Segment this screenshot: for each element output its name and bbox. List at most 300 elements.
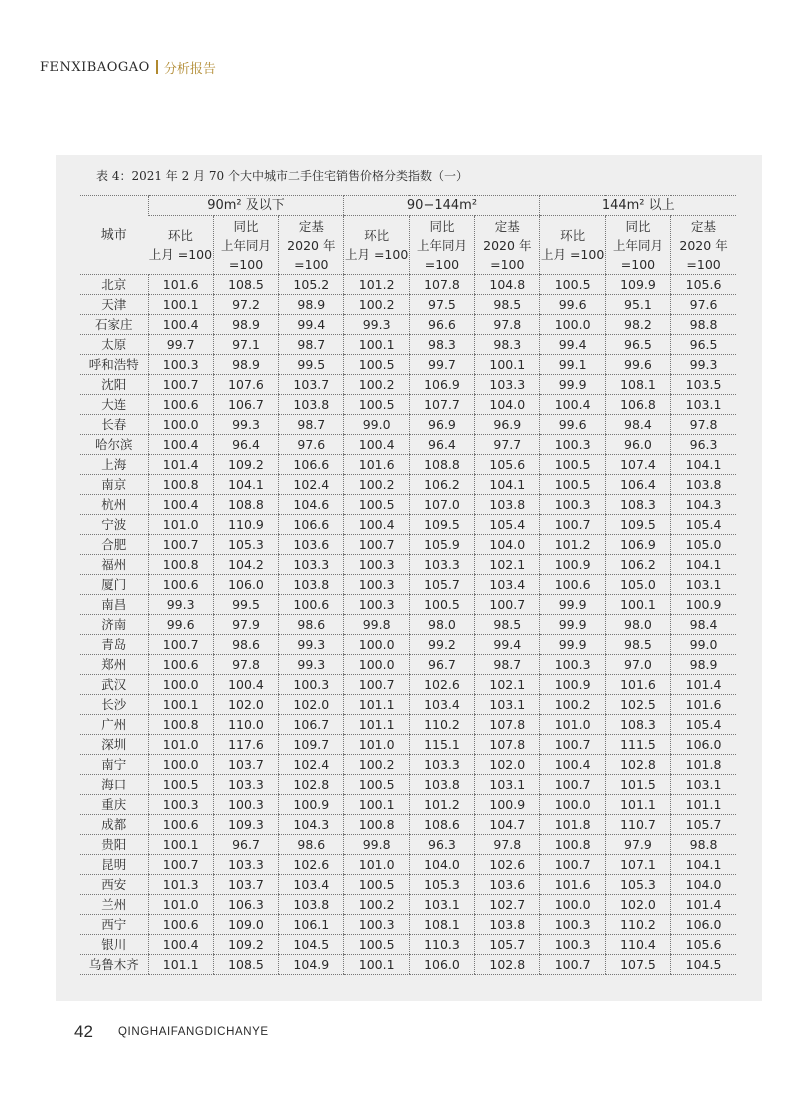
- index-value-cell: 99.6: [605, 355, 670, 375]
- index-value-cell: 100.9: [540, 675, 605, 695]
- table-row: [80, 695, 736, 715]
- city-name-cell: 兰州: [80, 895, 148, 915]
- index-value-cell: 100.7: [540, 735, 605, 755]
- yoy-header-2: 同比 上年同月 =100: [409, 216, 474, 275]
- index-value-cell: 100.3: [540, 915, 605, 935]
- index-value-cell: 104.9: [279, 955, 344, 975]
- index-value-cell: 99.9: [540, 635, 605, 655]
- index-value-cell: 107.8: [409, 275, 474, 295]
- table-panel: [56, 155, 762, 1001]
- header-brand: FENXIBAOGAO: [40, 59, 150, 75]
- index-value-cell: 100.0: [540, 795, 605, 815]
- index-value-cell: 100.3: [344, 555, 409, 575]
- index-value-cell: 98.8: [671, 315, 736, 335]
- index-value-cell: 99.3: [279, 635, 344, 655]
- index-value-cell: 108.5: [213, 275, 278, 295]
- index-value-cell: 109.5: [409, 515, 474, 535]
- index-value-cell: 100.5: [344, 935, 409, 955]
- index-value-cell: 103.8: [475, 915, 540, 935]
- city-name-cell: 厦门: [80, 575, 148, 595]
- yoy-header-1: 同比 上年同月 =100: [213, 216, 278, 275]
- index-value-cell: 100.8: [148, 475, 213, 495]
- index-value-cell: 103.1: [409, 895, 474, 915]
- index-value-cell: 105.9: [409, 535, 474, 555]
- index-value-cell: 102.0: [279, 695, 344, 715]
- index-value-cell: 100.9: [279, 795, 344, 815]
- table-row: [80, 495, 736, 515]
- city-name-cell: 沈阳: [80, 375, 148, 395]
- city-name-cell: 深圳: [80, 735, 148, 755]
- index-value-cell: 100.6: [148, 915, 213, 935]
- index-value-cell: 106.0: [671, 735, 736, 755]
- index-value-cell: 100.1: [344, 335, 409, 355]
- index-value-cell: 103.1: [671, 575, 736, 595]
- index-value-cell: 102.5: [605, 695, 670, 715]
- index-value-cell: 103.7: [213, 875, 278, 895]
- table-row: [80, 775, 736, 795]
- index-value-cell: 105.7: [475, 935, 540, 955]
- city-name-cell: 大连: [80, 395, 148, 415]
- index-value-cell: 99.7: [409, 355, 474, 375]
- index-value-cell: 110.4: [605, 935, 670, 955]
- index-value-cell: 102.1: [475, 555, 540, 575]
- index-value-cell: 96.9: [409, 415, 474, 435]
- index-value-cell: 103.8: [475, 495, 540, 515]
- index-value-cell: 102.8: [475, 955, 540, 975]
- table-row: [80, 855, 736, 875]
- index-value-cell: 117.6: [213, 735, 278, 755]
- index-value-cell: 103.6: [279, 535, 344, 555]
- index-value-cell: 106.1: [279, 915, 344, 935]
- index-value-cell: 101.4: [671, 895, 736, 915]
- index-value-cell: 103.3: [279, 555, 344, 575]
- index-value-cell: 102.0: [605, 895, 670, 915]
- index-value-cell: 101.0: [148, 895, 213, 915]
- table-row: [80, 655, 736, 675]
- index-value-cell: 100.4: [148, 495, 213, 515]
- index-value-cell: 101.4: [671, 675, 736, 695]
- index-value-cell: 107.6: [213, 375, 278, 395]
- city-name-cell: 重庆: [80, 795, 148, 815]
- index-value-cell: 104.1: [213, 475, 278, 495]
- index-value-cell: 99.5: [213, 595, 278, 615]
- index-value-cell: 100.0: [540, 895, 605, 915]
- index-value-cell: 99.8: [344, 615, 409, 635]
- index-value-cell: 100.1: [344, 955, 409, 975]
- index-value-cell: 97.5: [409, 295, 474, 315]
- index-value-cell: 103.4: [475, 575, 540, 595]
- index-value-cell: 99.6: [540, 415, 605, 435]
- index-value-cell: 100.5: [344, 395, 409, 415]
- index-value-cell: 104.1: [671, 555, 736, 575]
- index-value-cell: 100.3: [540, 435, 605, 455]
- index-value-cell: 98.9: [213, 315, 278, 335]
- index-value-cell: 105.6: [671, 275, 736, 295]
- index-value-cell: 98.5: [475, 295, 540, 315]
- index-value-cell: 102.4: [279, 755, 344, 775]
- index-value-cell: 108.8: [213, 495, 278, 515]
- index-value-cell: 104.0: [475, 535, 540, 555]
- index-value-cell: 104.6: [279, 495, 344, 515]
- index-value-cell: 104.1: [475, 475, 540, 495]
- index-value-cell: 100.7: [148, 635, 213, 655]
- mom-header-3: 环比 上月 =100: [540, 216, 605, 275]
- index-value-cell: 100.7: [344, 675, 409, 695]
- index-value-cell: 97.9: [605, 835, 670, 855]
- city-name-cell: 广州: [80, 715, 148, 735]
- index-value-cell: 100.8: [148, 715, 213, 735]
- table-row: [80, 535, 736, 555]
- index-value-cell: 106.9: [409, 375, 474, 395]
- index-value-cell: 103.7: [213, 755, 278, 775]
- index-value-cell: 98.4: [605, 415, 670, 435]
- index-value-cell: 97.9: [213, 615, 278, 635]
- index-value-cell: 100.4: [344, 435, 409, 455]
- index-value-cell: 97.0: [605, 655, 670, 675]
- index-value-cell: 100.2: [344, 295, 409, 315]
- table-row: [80, 915, 736, 935]
- base-header-2: 定基 2020 年 =100: [475, 216, 540, 275]
- index-value-cell: 98.3: [475, 335, 540, 355]
- index-value-cell: 102.8: [605, 755, 670, 775]
- index-value-cell: 100.4: [148, 935, 213, 955]
- base-header-1: 定基 2020 年 =100: [279, 216, 344, 275]
- index-value-cell: 100.3: [279, 675, 344, 695]
- header-section: 分析报告: [163, 61, 216, 77]
- index-value-cell: 106.2: [409, 475, 474, 495]
- index-value-cell: 105.6: [475, 455, 540, 475]
- index-value-cell: 100.4: [344, 515, 409, 535]
- index-value-cell: 96.5: [671, 335, 736, 355]
- index-value-cell: 100.5: [540, 455, 605, 475]
- index-value-cell: 97.8: [475, 315, 540, 335]
- index-value-cell: 103.8: [279, 575, 344, 595]
- index-value-cell: 110.2: [605, 915, 670, 935]
- city-name-cell: 成都: [80, 815, 148, 835]
- index-value-cell: 103.1: [671, 395, 736, 415]
- table-row: [80, 795, 736, 815]
- index-value-cell: 100.0: [344, 655, 409, 675]
- index-value-cell: 101.4: [148, 455, 213, 475]
- header-divider: [156, 60, 158, 74]
- index-value-cell: 100.7: [148, 375, 213, 395]
- index-value-cell: 107.0: [409, 495, 474, 515]
- city-name-cell: 北京: [80, 275, 148, 295]
- index-value-cell: 101.0: [148, 515, 213, 535]
- index-value-cell: 100.6: [148, 655, 213, 675]
- index-value-cell: 105.3: [213, 535, 278, 555]
- city-name-cell: 长春: [80, 415, 148, 435]
- index-value-cell: 98.7: [279, 415, 344, 435]
- index-value-cell: 95.1: [605, 295, 670, 315]
- index-value-cell: 103.8: [279, 395, 344, 415]
- index-value-cell: 97.8: [475, 835, 540, 855]
- table-row: [80, 635, 736, 655]
- index-value-cell: 100.1: [344, 795, 409, 815]
- table-row: [80, 895, 736, 915]
- base-header-3: 定基 2020 年 =100: [671, 216, 736, 275]
- index-value-cell: 101.8: [671, 755, 736, 775]
- index-value-cell: 104.3: [279, 815, 344, 835]
- city-name-cell: 石家庄: [80, 315, 148, 335]
- index-value-cell: 103.3: [475, 375, 540, 395]
- index-value-cell: 103.3: [213, 775, 278, 795]
- index-value-cell: 100.6: [540, 575, 605, 595]
- index-value-cell: 98.6: [279, 615, 344, 635]
- city-name-cell: 贵阳: [80, 835, 148, 855]
- table-row: [80, 675, 736, 695]
- index-value-cell: 101.0: [148, 735, 213, 755]
- index-value-cell: 108.1: [605, 375, 670, 395]
- index-value-cell: 106.9: [605, 535, 670, 555]
- index-value-cell: 107.7: [409, 395, 474, 415]
- index-value-cell: 103.5: [671, 375, 736, 395]
- index-value-cell: 109.5: [605, 515, 670, 535]
- index-value-cell: 100.1: [475, 355, 540, 375]
- index-value-cell: 100.7: [148, 535, 213, 555]
- index-value-cell: 100.4: [213, 675, 278, 695]
- index-value-cell: 105.7: [671, 815, 736, 835]
- city-name-cell: 银川: [80, 935, 148, 955]
- city-name-cell: 西安: [80, 875, 148, 895]
- city-name-cell: 海口: [80, 775, 148, 795]
- city-name-cell: 哈尔滨: [80, 435, 148, 455]
- index-value-cell: 107.8: [475, 715, 540, 735]
- table-row: [80, 315, 736, 335]
- city-name-cell: 太原: [80, 335, 148, 355]
- table-row: [80, 955, 736, 975]
- table-row: [80, 595, 736, 615]
- city-name-cell: 呼和浩特: [80, 355, 148, 375]
- index-value-cell: 101.2: [540, 535, 605, 555]
- index-value-cell: 100.6: [148, 575, 213, 595]
- index-value-cell: 98.2: [605, 315, 670, 335]
- index-value-cell: 105.4: [475, 515, 540, 535]
- index-value-cell: 108.5: [213, 955, 278, 975]
- index-value-cell: 96.3: [409, 835, 474, 855]
- index-value-cell: 101.1: [671, 795, 736, 815]
- index-value-cell: 109.0: [213, 915, 278, 935]
- index-value-cell: 99.3: [279, 655, 344, 675]
- index-value-cell: 108.6: [409, 815, 474, 835]
- index-value-cell: 100.2: [344, 895, 409, 915]
- index-value-cell: 99.3: [213, 415, 278, 435]
- index-value-cell: 100.2: [344, 755, 409, 775]
- city-name-cell: 长沙: [80, 695, 148, 715]
- index-value-cell: 96.7: [409, 655, 474, 675]
- table-row: [80, 715, 736, 735]
- index-value-cell: 106.2: [605, 555, 670, 575]
- index-value-cell: 100.4: [540, 395, 605, 415]
- group-header-small: 90m² 及以下: [148, 196, 344, 216]
- index-value-cell: 97.6: [279, 435, 344, 455]
- city-name-cell: 南宁: [80, 755, 148, 775]
- index-value-cell: 109.7: [279, 735, 344, 755]
- index-value-cell: 100.0: [148, 675, 213, 695]
- index-value-cell: 102.7: [475, 895, 540, 915]
- index-value-cell: 100.1: [148, 295, 213, 315]
- index-value-cell: 106.0: [671, 915, 736, 935]
- index-value-cell: 100.7: [540, 515, 605, 535]
- index-value-cell: 109.9: [605, 275, 670, 295]
- index-value-cell: 98.6: [279, 835, 344, 855]
- publication-name: QINGHAIFANGDICHANYE: [118, 1026, 269, 1038]
- table-row: [80, 275, 736, 295]
- city-column-header: 城市: [80, 196, 148, 275]
- index-value-cell: 104.0: [409, 855, 474, 875]
- index-value-cell: 101.3: [148, 875, 213, 895]
- city-name-cell: 上海: [80, 455, 148, 475]
- table-row: [80, 475, 736, 495]
- index-value-cell: 103.1: [475, 695, 540, 715]
- index-value-cell: 96.7: [213, 835, 278, 855]
- index-value-cell: 100.1: [148, 695, 213, 715]
- index-value-cell: 101.0: [344, 855, 409, 875]
- yoy-header-3: 同比 上年同月 =100: [605, 216, 670, 275]
- table-row: [80, 455, 736, 475]
- index-value-cell: 103.8: [671, 475, 736, 495]
- city-name-cell: 杭州: [80, 495, 148, 515]
- index-value-cell: 108.3: [605, 495, 670, 515]
- city-name-cell: 西宁: [80, 915, 148, 935]
- index-value-cell: 97.8: [213, 655, 278, 675]
- page-number: 42: [74, 1022, 93, 1041]
- index-value-cell: 108.8: [409, 455, 474, 475]
- table-row: [80, 935, 736, 955]
- index-value-cell: 104.5: [671, 955, 736, 975]
- index-value-cell: 102.6: [475, 855, 540, 875]
- table-row: [80, 335, 736, 355]
- index-value-cell: 100.3: [540, 935, 605, 955]
- index-value-cell: 100.7: [540, 955, 605, 975]
- index-value-cell: 103.1: [475, 775, 540, 795]
- index-value-cell: 100.8: [148, 555, 213, 575]
- mom-header-2: 环比 上月 =100: [344, 216, 409, 275]
- index-value-cell: 110.0: [213, 715, 278, 735]
- index-value-cell: 106.0: [409, 955, 474, 975]
- index-value-cell: 100.8: [344, 815, 409, 835]
- city-name-cell: 福州: [80, 555, 148, 575]
- index-value-cell: 108.1: [409, 915, 474, 935]
- index-value-cell: 100.6: [148, 815, 213, 835]
- index-value-cell: 98.0: [605, 615, 670, 635]
- index-value-cell: 105.0: [671, 535, 736, 555]
- index-value-cell: 101.0: [344, 735, 409, 755]
- index-value-cell: 103.4: [279, 875, 344, 895]
- index-value-cell: 100.7: [475, 595, 540, 615]
- table-row: [80, 615, 736, 635]
- index-value-cell: 99.9: [540, 615, 605, 635]
- index-value-cell: 98.8: [671, 835, 736, 855]
- index-value-cell: 100.3: [148, 795, 213, 815]
- index-value-cell: 103.3: [213, 855, 278, 875]
- city-name-cell: 郑州: [80, 655, 148, 675]
- index-value-cell: 105.7: [409, 575, 474, 595]
- index-value-cell: 96.4: [409, 435, 474, 455]
- index-value-cell: 96.0: [605, 435, 670, 455]
- index-value-cell: 97.7: [475, 435, 540, 455]
- index-value-cell: 98.0: [409, 615, 474, 635]
- index-value-cell: 100.2: [344, 375, 409, 395]
- index-value-cell: 100.1: [605, 595, 670, 615]
- index-value-cell: 104.1: [671, 855, 736, 875]
- index-value-cell: 110.2: [409, 715, 474, 735]
- table-row: [80, 555, 736, 575]
- index-value-cell: 100.5: [148, 775, 213, 795]
- index-value-cell: 100.0: [148, 415, 213, 435]
- index-value-cell: 102.4: [279, 475, 344, 495]
- index-value-cell: 101.6: [671, 695, 736, 715]
- index-value-cell: 104.3: [671, 495, 736, 515]
- index-value-cell: 100.3: [213, 795, 278, 815]
- index-value-cell: 97.6: [671, 295, 736, 315]
- index-value-cell: 99.4: [475, 635, 540, 655]
- index-value-cell: 98.9: [213, 355, 278, 375]
- index-value-cell: 99.3: [344, 315, 409, 335]
- index-value-cell: 105.4: [671, 515, 736, 535]
- index-value-cell: 99.9: [540, 595, 605, 615]
- index-value-cell: 100.5: [540, 475, 605, 495]
- index-value-cell: 96.9: [475, 415, 540, 435]
- index-value-cell: 103.8: [279, 895, 344, 915]
- table-row: [80, 295, 736, 315]
- index-value-cell: 102.0: [213, 695, 278, 715]
- city-name-cell: 青岛: [80, 635, 148, 655]
- index-value-cell: 103.8: [409, 775, 474, 795]
- index-value-cell: 106.3: [213, 895, 278, 915]
- index-value-cell: 99.4: [540, 335, 605, 355]
- index-value-cell: 103.3: [409, 555, 474, 575]
- table-row: [80, 735, 736, 755]
- index-value-cell: 96.5: [605, 335, 670, 355]
- index-value-cell: 101.6: [540, 875, 605, 895]
- index-value-cell: 100.8: [540, 835, 605, 855]
- index-value-cell: 99.1: [540, 355, 605, 375]
- index-value-cell: 107.1: [605, 855, 670, 875]
- index-value-cell: 100.3: [344, 595, 409, 615]
- index-value-cell: 100.5: [409, 595, 474, 615]
- index-value-cell: 104.8: [475, 275, 540, 295]
- index-value-cell: 105.2: [279, 275, 344, 295]
- index-value-cell: 100.3: [540, 655, 605, 675]
- index-value-cell: 101.1: [344, 715, 409, 735]
- index-value-cell: 101.6: [148, 275, 213, 295]
- index-value-cell: 100.3: [344, 915, 409, 935]
- index-value-cell: 100.0: [344, 635, 409, 655]
- index-value-cell: 106.4: [605, 475, 670, 495]
- index-value-cell: 100.2: [540, 695, 605, 715]
- index-value-cell: 109.2: [213, 935, 278, 955]
- index-value-cell: 103.4: [409, 695, 474, 715]
- index-value-cell: 100.9: [540, 555, 605, 575]
- table-row: [80, 415, 736, 435]
- index-value-cell: 100.7: [540, 775, 605, 795]
- index-value-cell: 97.2: [213, 295, 278, 315]
- index-value-cell: 102.6: [279, 855, 344, 875]
- table-caption: 表 4：2021 年 2 月 70 个大中城市二手住宅销售价格分类指数（一）: [96, 169, 468, 183]
- index-value-cell: 103.3: [409, 755, 474, 775]
- table-row: [80, 875, 736, 895]
- index-value-cell: 100.3: [148, 355, 213, 375]
- index-value-cell: 110.9: [213, 515, 278, 535]
- index-value-cell: 111.5: [605, 735, 670, 755]
- index-value-cell: 100.6: [279, 595, 344, 615]
- index-value-cell: 101.2: [344, 275, 409, 295]
- index-value-cell: 97.8: [671, 415, 736, 435]
- index-value-cell: 107.8: [475, 735, 540, 755]
- index-value-cell: 100.7: [148, 855, 213, 875]
- index-value-cell: 99.6: [148, 615, 213, 635]
